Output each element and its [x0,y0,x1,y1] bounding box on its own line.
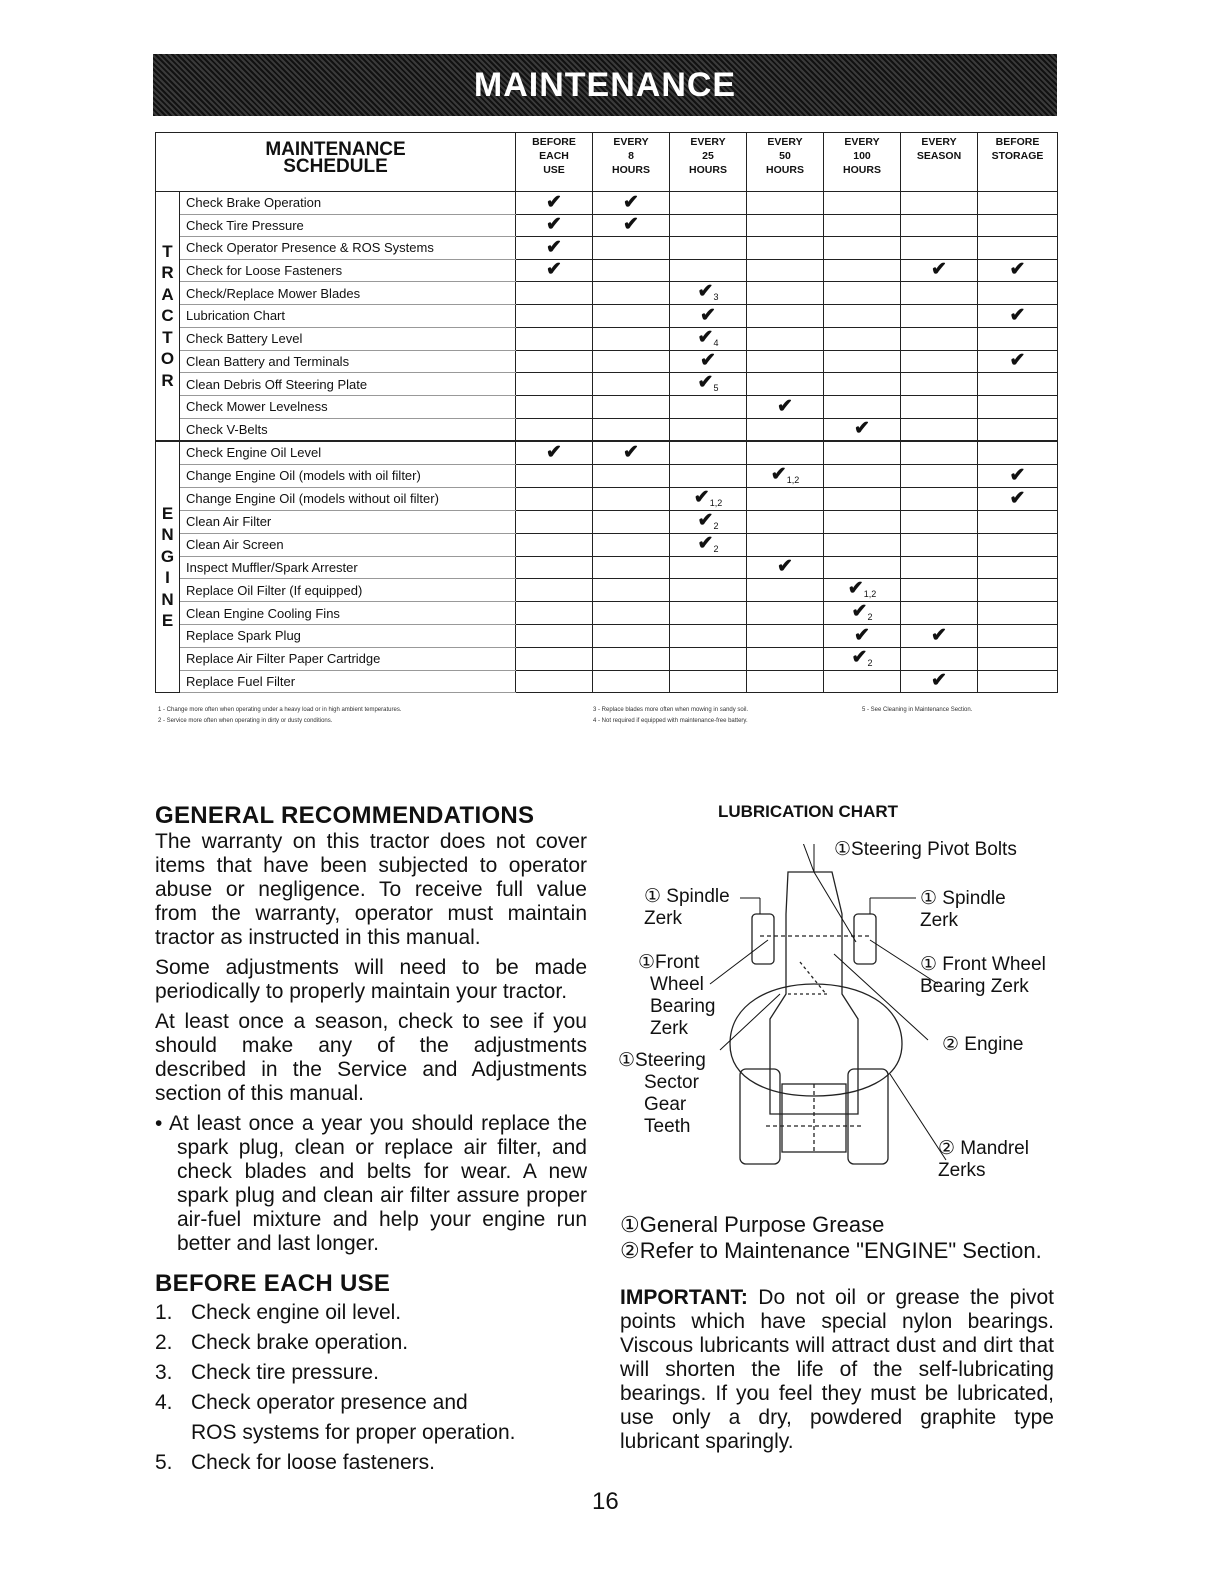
check-mark-icon: ✔ [931,670,947,692]
schedule-cell [747,282,824,305]
check-mark-icon: ✔ [623,441,639,463]
schedule-cell [593,192,670,215]
schedule-cell [670,396,747,419]
check-mark-icon: ✔ [1009,304,1026,326]
engine-section-label: E N G I N E [156,441,180,693]
schedule-cell [978,396,1058,419]
schedule-cell [747,647,824,670]
schedule-cell [516,464,593,487]
label-spindle-left: ① Spindle Zerk [644,886,730,929]
table-row [156,533,1058,556]
table-row [156,418,1058,441]
task-name: Inspect Muffler/Spark Arrester [180,556,516,579]
schedule-cell [901,192,978,215]
general-paragraph-1: The warranty on this tractor does not cover items that have been subjected to operator abuse or negligence. To receive full value from the warranty, operator must maintain tractor as instructed in this manual. [155,830,587,949]
task-name: Check Battery Level [180,327,516,350]
schedule-cell [516,487,593,510]
schedule-cell [901,556,978,579]
task-name: Clean Air Screen [180,533,516,556]
schedule-cell [901,510,978,533]
schedule-cell [516,647,593,670]
schedule-cell [747,510,824,533]
schedule-cell [824,533,901,556]
schedule-cell [670,670,747,693]
schedule-cell [670,487,747,510]
check-mark-icon: ✔ [623,191,639,213]
schedule-cell [593,670,670,693]
schedule-cell [747,237,824,260]
task-name: Clean Debris Off Steering Plate [180,373,516,396]
lubrication-diagram [618,839,1056,1194]
schedule-cell [670,602,747,625]
schedule-cell [593,579,670,602]
schedule-cell [516,625,593,648]
footnote-ref: 2 [867,612,873,622]
footnote-ref: 2 [713,520,719,531]
task-name: Check Brake Operation [180,192,516,215]
check-mark-icon: ✔ [777,556,793,578]
table-row [156,602,1058,625]
table-row [156,556,1058,579]
table-row [156,237,1058,260]
legend-grease: ①General Purpose Grease [620,1212,885,1237]
page-number: 16 [592,1488,619,1515]
lubrication-chart-title: LUBRICATION CHART [717,802,899,821]
col-every-50-hours: EVERY 50 HOURS [747,133,824,192]
schedule-cell [516,237,593,260]
col-every-season: EVERY SEASON [901,133,978,192]
schedule-cell [824,670,901,693]
check-mark-icon: ✔ [851,601,868,622]
schedule-cell [901,441,978,464]
table-row [156,647,1058,670]
schedule-cell [824,259,901,282]
label-mandrel: ② Mandrel Zerks [938,1138,1029,1181]
schedule-cell [824,510,901,533]
footnote-ref: 1,2 [786,474,800,485]
table-row [156,192,1058,215]
tractor-section-label: T R A C T O R [156,192,180,442]
schedule-cell [593,647,670,670]
check-mark-icon: ✔ [697,326,714,348]
check-mark-icon: ✔ [546,214,562,236]
check-mark-icon: ✔ [697,532,714,554]
check-mark-icon: ✔ [697,509,714,531]
schedule-cell [593,327,670,350]
schedule-cell [747,327,824,350]
table-row [156,214,1058,237]
check-mark-icon: ✔ [1009,259,1026,281]
task-name: Change Engine Oil (models without oil filter) [180,487,516,510]
footnotes-middle [593,705,748,727]
check-mark-icon: ✔ [851,646,868,668]
schedule-cell [824,625,901,648]
schedule-cell [593,556,670,579]
check-mark-icon: ✔ [700,350,716,372]
schedule-cell [516,350,593,373]
footnote-ref: 1,2 [863,589,877,599]
schedule-cell [516,396,593,419]
check-mark-icon: ✔ [697,281,714,302]
check-mark-icon: ✔ [623,214,639,236]
col-every-100-hours: EVERY 100 HOURS [824,133,901,192]
schedule-cell [901,464,978,487]
schedule-cell [824,214,901,237]
list-item: 4. Check operator presence and ROS systems for proper operation. [155,1391,516,1444]
schedule-cell [593,441,670,464]
table-row [156,441,1058,464]
check-mark-icon: ✔ [546,259,562,281]
table-row [156,350,1058,373]
table-row [156,579,1058,602]
schedule-cell [670,647,747,670]
schedule-cell [747,556,824,579]
schedule-cell [670,373,747,396]
table-row [156,510,1058,533]
label-steering-sector: ①Steering Sector Gear Teeth [618,1050,706,1137]
task-name: Check Engine Oil Level [180,441,516,464]
schedule-cell [516,282,593,305]
footnote-ref: 1,2 [709,497,723,508]
check-mark-icon: ✔ [700,304,716,326]
check-mark-icon: ✔ [693,486,710,508]
schedule-cell [824,396,901,419]
schedule-cell [670,214,747,237]
schedule-cell [747,418,824,441]
schedule-cell [593,214,670,237]
schedule-cell [747,625,824,648]
schedule-cell [901,487,978,510]
schedule-cell [901,533,978,556]
task-name: Check Mower Levelness [180,396,516,419]
task-name: Replace Spark Plug [180,625,516,648]
schedule-cell [747,396,824,419]
schedule-cell [670,192,747,215]
col-before-storage: BEFORE STORAGE [978,133,1058,192]
maintenance-schedule-table [155,132,1058,693]
table-row [156,670,1058,693]
schedule-cell [978,214,1058,237]
schedule-cell [824,579,901,602]
legend-engine: ②Refer to Maintenance "ENGINE" Section. [620,1238,1042,1263]
schedule-cell [824,282,901,305]
footnote-3: 3 - Replace blades more often when mowing in sandy soil. [593,707,749,713]
schedule-cell [593,373,670,396]
footnote-4: 4 - Not required if equipped with maintenance-free battery. [593,718,748,724]
schedule-cell [824,327,901,350]
schedule-cell [670,259,747,282]
task-name: Check Operator Presence & ROS Systems [180,237,516,260]
check-mark-icon: ✔ [1009,464,1026,486]
schedule-cell [978,327,1058,350]
schedule-cell [516,305,593,328]
schedule-cell [593,533,670,556]
table-row [156,259,1058,282]
schedule-cell [593,418,670,441]
list-item: 2. Check brake operation. [155,1331,409,1354]
schedule-cell [593,350,670,373]
footnote-5: 5 - See Cleaning in Maintenance Section. [862,707,973,713]
task-name: Lubrication Chart [180,305,516,328]
schedule-cell [747,579,824,602]
schedule-cell [670,464,747,487]
schedule-cell [593,237,670,260]
schedule-cell [824,373,901,396]
schedule-cell [978,487,1058,510]
footnote-ref: 4 [713,337,719,348]
before-each-use-list [155,1298,587,1478]
schedule-cell [978,602,1058,625]
schedule-cell [901,259,978,282]
schedule-cell [670,556,747,579]
schedule-header-row [156,133,1058,192]
schedule-cell [978,373,1058,396]
schedule-cell [516,192,593,215]
important-text: Do not oil or grease the pivot points which have special nylon bearings. Viscous lubricants will attract dust and dirt that will shorten the life of the self-lubricating bearings. If you feel they must be lubricated, use only a dry, powdered graphite type lubricant sparingly. [620,1286,1054,1453]
schedule-cell [978,579,1058,602]
check-mark-icon: ✔ [1009,487,1026,509]
schedule-cell [978,305,1058,328]
schedule-cell [824,556,901,579]
schedule-cell [747,441,824,464]
schedule-cell [670,282,747,305]
banner-title: MAINTENANCE [473,65,737,104]
schedule-cell [901,670,978,693]
schedule-cell [901,282,978,305]
schedule-cell [670,237,747,260]
table-row [156,396,1058,419]
schedule-cell [901,647,978,670]
list-item: 5. Check for loose fasteners. [155,1451,435,1474]
table-row [156,373,1058,396]
schedule-cell [901,579,978,602]
schedule-cell [670,625,747,648]
schedule-cell [824,487,901,510]
schedule-cell [824,305,901,328]
schedule-cell [901,418,978,441]
schedule-cell [901,350,978,373]
schedule-cell [978,670,1058,693]
table-row [156,464,1058,487]
footnotes-left [158,705,401,727]
schedule-cell [978,259,1058,282]
schedule-cell [593,305,670,328]
schedule-cell [747,464,824,487]
schedule-cell [516,418,593,441]
schedule-cell [516,373,593,396]
table-row [156,487,1058,510]
maintenance-banner [153,54,1057,116]
schedule-cell [901,602,978,625]
schedule-cell [978,350,1058,373]
task-name: Clean Air Filter [180,510,516,533]
important-note [620,1286,1054,1454]
check-mark-icon: ✔ [1009,350,1026,372]
schedule-cell [978,237,1058,260]
check-mark-icon: ✔ [777,395,793,417]
schedule-cell [670,327,747,350]
schedule-cell [978,464,1058,487]
general-paragraph-3: At least once a season, check to see if you should make any of the adjustments described in the Service and Adjustments section of this manual. [155,1010,587,1105]
schedule-cell [824,441,901,464]
schedule-cell [593,396,670,419]
col-every-8-hours: EVERY 8 HOURS [593,133,670,192]
schedule-cell [516,556,593,579]
schedule-cell [516,510,593,533]
schedule-cell [516,441,593,464]
check-mark-icon: ✔ [931,624,947,646]
general-recommendations-heading: GENERAL RECOMMENDATIONS [155,802,535,829]
col-every-25-hours: EVERY 25 HOURS [670,133,747,192]
schedule-cell [901,214,978,237]
label-engine: ② Engine [942,1034,1024,1055]
footnote-1: 1 - Change more often when operating under a heavy load or in high ambient temperatures. [158,707,402,713]
tractor-section [156,192,1058,442]
task-name: Replace Air Filter Paper Cartridge [180,647,516,670]
footnotes-right [862,705,972,716]
schedule-cell [747,214,824,237]
left-column [155,802,587,1478]
schedule-cell [901,373,978,396]
check-mark-icon: ✔ [546,191,562,213]
schedule-cell [824,464,901,487]
task-name: Replace Fuel Filter [180,670,516,693]
schedule-cell [593,602,670,625]
schedule-cell [978,510,1058,533]
schedule-cell [978,533,1058,556]
schedule-cell [593,625,670,648]
schedule-cell [516,259,593,282]
schedule-cell [824,647,901,670]
schedule-cell [978,556,1058,579]
before-each-use-heading: BEFORE EACH USE [155,1270,391,1297]
schedule-cell [516,670,593,693]
schedule-cell [824,418,901,441]
schedule-cell [978,192,1058,215]
schedule-cell [593,259,670,282]
check-mark-icon: ✔ [931,259,947,281]
task-name: Check/Replace Mower Blades [180,282,516,305]
label-spindle-right: ① Spindle Zerk [920,888,1006,931]
schedule-cell [824,192,901,215]
schedule-cell [670,441,747,464]
footnote-ref: 3 [713,292,719,302]
col-before-each-use: BEFORE EACH USE [516,133,593,192]
task-name: Clean Engine Cooling Fins [180,602,516,625]
engine-section [156,441,1058,693]
task-name: Check Tire Pressure [180,214,516,237]
schedule-cell [824,237,901,260]
schedule-cell [516,327,593,350]
schedule-title: MAINTENANCE SCHEDULE [156,133,516,192]
schedule-cell [593,464,670,487]
lubrication-legend [620,1212,1042,1264]
table-row [156,305,1058,328]
check-mark-icon: ✔ [847,578,864,599]
schedule-cell [670,418,747,441]
task-name: Change Engine Oil (models with oil filter) [180,464,516,487]
general-bullet: • At least once a year you should replace the spark plug, clean or replace air filter, and check blades and belts for wear. A new spark plug and clean air filter assure proper air-fuel mixture and help your engine run better and last longer. [155,1112,587,1255]
table-row [156,625,1058,648]
table-row [156,327,1058,350]
schedule-cell [747,670,824,693]
check-mark-icon: ✔ [546,441,562,463]
table-row [156,282,1058,305]
schedule-cell [593,510,670,533]
task-name: Check V-Belts [180,418,516,441]
task-name: Check for Loose Fasteners [180,259,516,282]
schedule-cell [670,510,747,533]
label-steering-pivot: ①Steering Pivot Bolts [834,839,1017,860]
schedule-cell [670,350,747,373]
label-front-wheel-left: ①Front Wheel Bearing Zerk [638,952,716,1039]
schedule-cell [747,602,824,625]
schedule-cell [747,373,824,396]
schedule-cell [901,625,978,648]
task-name: Replace Oil Filter (If equipped) [180,579,516,602]
footnote-ref: 2 [713,543,719,554]
schedule-cell [824,602,901,625]
schedule-cell [593,282,670,305]
list-item: 1. Check engine oil level. [155,1301,402,1324]
schedule-cell [670,533,747,556]
footnote-ref: 5 [713,383,719,393]
general-paragraph-2: Some adjustments will need to be made periodically to properly maintain your tractor. [155,956,587,1003]
schedule-cell [747,192,824,215]
schedule-cell [978,418,1058,441]
schedule-cell [978,647,1058,670]
schedule-cell [901,327,978,350]
label-front-wheel-right: ① Front Wheel Bearing Zerk [920,954,1046,997]
check-mark-icon: ✔ [770,463,787,485]
schedule-cell [747,305,824,328]
check-mark-icon: ✔ [854,418,870,440]
schedule-cell [747,533,824,556]
schedule-cell [670,305,747,328]
schedule-cell [978,625,1058,648]
schedule-cell [593,487,670,510]
schedule-cell [901,305,978,328]
schedule-cell [516,579,593,602]
schedule-cell [901,396,978,419]
schedule-cell [747,259,824,282]
footnote-2: 2 - Service more often when operating in dirty or dusty conditions. [158,718,333,724]
check-mark-icon: ✔ [854,624,870,646]
schedule-cell [747,487,824,510]
schedule-cell [747,350,824,373]
schedule-cell [978,282,1058,305]
task-name: Clean Battery and Terminals [180,350,516,373]
check-mark-icon: ✔ [697,372,714,393]
check-mark-icon: ✔ [546,236,562,258]
schedule-cell [824,350,901,373]
schedule-cell [901,237,978,260]
schedule-cell [516,214,593,237]
schedule-cell [516,533,593,556]
schedule-cell [978,441,1058,464]
schedule-cell [516,602,593,625]
list-item: 3. Check tire pressure. [155,1361,379,1384]
important-label: IMPORTANT: [620,1286,748,1309]
right-column [618,802,1056,1453]
footnote-ref: 2 [867,657,873,668]
schedule-cell [670,579,747,602]
